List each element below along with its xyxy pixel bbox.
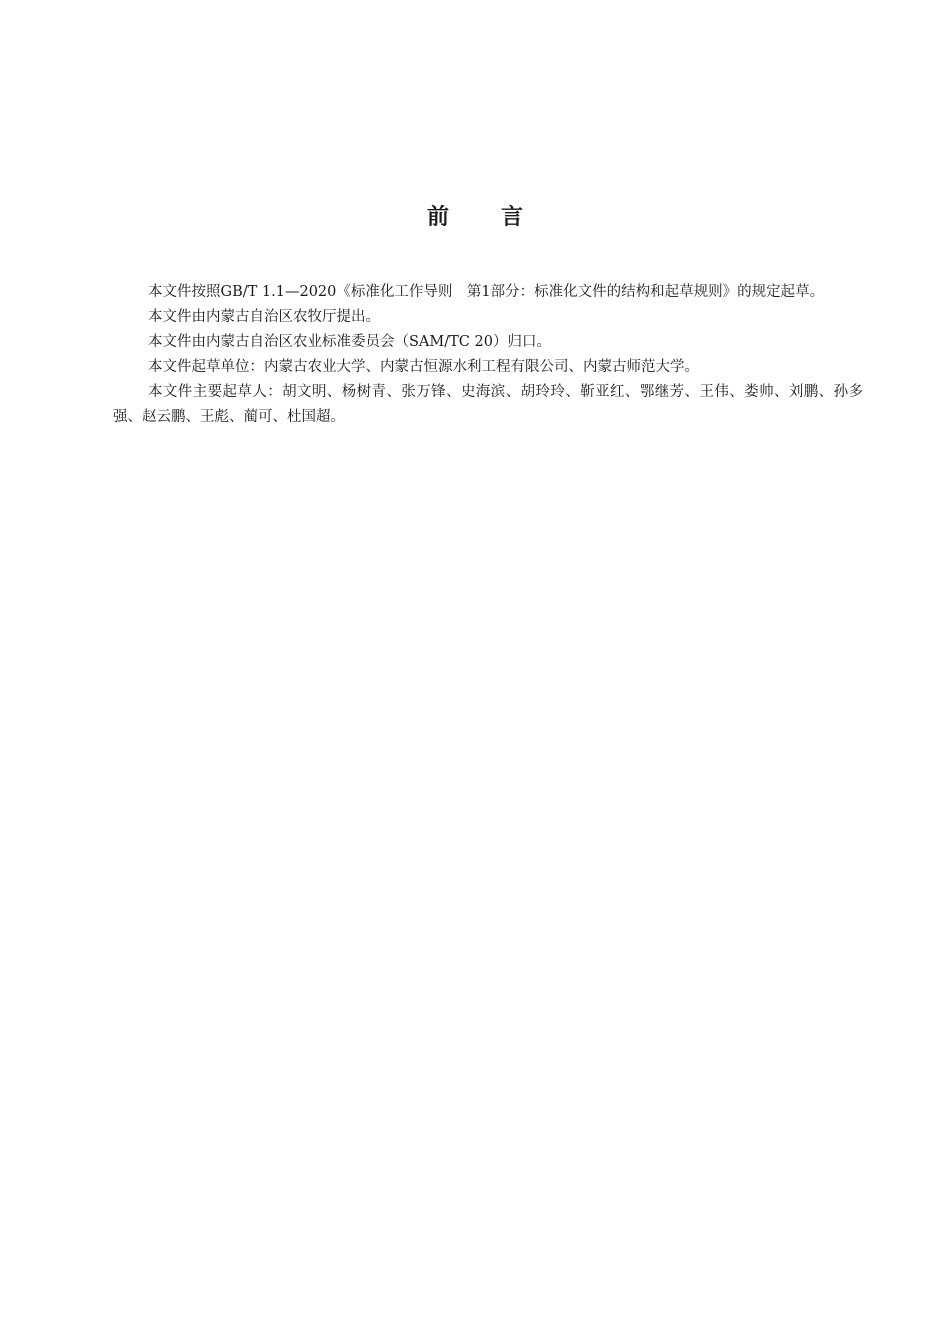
foreword-body: [113, 280, 863, 430]
paragraph-proposer: 本文件由内蒙古自治区农牧厅提出。: [148, 309, 380, 325]
page-title: [0, 200, 950, 236]
paragraph-drafting-rules: 本文件按照GB/T 1.1—2020《标准化工作导则 第1部分：标准化文件的结构和起草规则》的规定起草。: [148, 284, 825, 300]
paragraph-drafters: 本文件主要起草人：胡文明、杨树青、张万锋、史海滨、胡玲玲、靳亚红、鄂继芳、王伟、娄帅、刘鹏、孙多强、赵云鹏、王彪、蔺可、杜国超。: [113, 384, 863, 425]
paragraph-drafting-units: 本文件起草单位：内蒙古农业大学、内蒙古恒源水利工程有限公司、内蒙古师范大学。: [148, 359, 699, 375]
page-title-part1: 前: [426, 205, 449, 230]
page-title-part2: 言: [501, 205, 524, 230]
paragraph-centralized-unit: 本文件由内蒙古自治区农业标准委员会（SAM/TC 20）归口。: [148, 334, 551, 350]
